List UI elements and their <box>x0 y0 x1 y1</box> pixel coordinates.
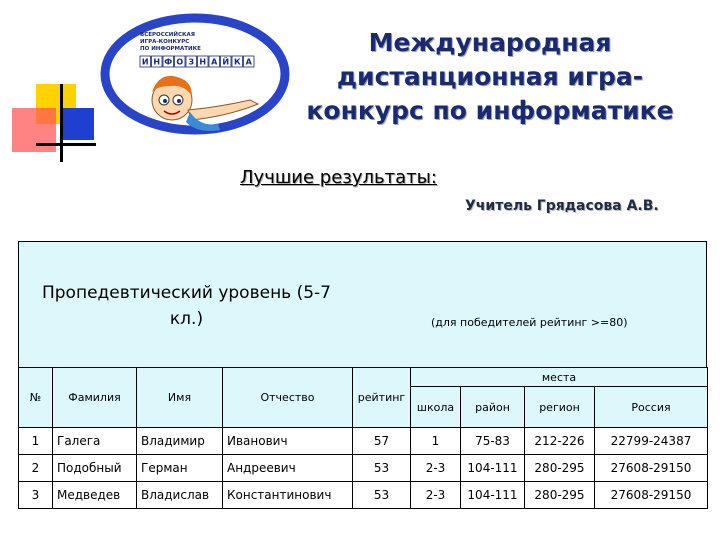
cell-region: 280-295 <box>525 482 595 509</box>
table-row <box>19 455 708 482</box>
vertical-line <box>60 84 63 162</box>
title-line-2: дистанционная игра- <box>336 62 644 91</box>
header-district: район <box>461 387 525 428</box>
cell-school: 1 <box>411 428 461 455</box>
header-school: школа <box>411 387 461 428</box>
cell-num: 2 <box>19 455 53 482</box>
logo-text-2: ИГРА-КОНКУРС <box>140 39 190 45</box>
teacher-name: Учитель Грядасова А.В. <box>465 198 659 214</box>
header-num: № <box>19 368 53 428</box>
header-patronymic: Отчество <box>223 368 353 428</box>
header-rating: рейтинг <box>353 368 411 428</box>
blue-square <box>62 108 94 140</box>
level-line-2: кл.) <box>169 309 204 329</box>
cell-russia: 22799-24387 <box>595 428 708 455</box>
table-row <box>19 428 708 455</box>
cell-district: 104-111 <box>461 482 525 509</box>
header-name: Имя <box>137 368 223 428</box>
header-surname: Фамилия <box>53 368 137 428</box>
cell-region: 212-226 <box>525 428 595 455</box>
logo-letter: А <box>245 57 252 67</box>
logo-letter: Н <box>199 57 207 67</box>
horizontal-line <box>36 143 96 146</box>
level-panel <box>18 241 707 368</box>
cell-rating: 53 <box>353 482 411 509</box>
cell-patronymic: Константинович <box>223 482 353 509</box>
level-title <box>34 280 339 332</box>
logo-letter: Й <box>222 57 230 67</box>
logo-letter: А <box>211 57 218 67</box>
cell-surname: Галега <box>53 428 137 455</box>
winner-note: (для победителей рейтинг >=80) <box>431 316 628 329</box>
logo-letter: Н <box>153 57 161 67</box>
title-line-1: Международная <box>368 28 612 57</box>
results-heading: Лучшие результаты: <box>240 167 437 188</box>
cell-name: Владимир <box>137 428 223 455</box>
header-russia: Россия <box>595 387 708 428</box>
cell-school: 2-3 <box>411 455 461 482</box>
cell-rating: 57 <box>353 428 411 455</box>
cell-surname: Медведев <box>53 482 137 509</box>
logo-text-1: ВСЕРОССИЙСКАЯ <box>140 32 195 38</box>
title-line-3: конкурс по информатике <box>306 96 674 125</box>
logo-letter: О <box>176 57 184 67</box>
table-row <box>19 482 708 509</box>
cell-russia: 27608-29150 <box>595 482 708 509</box>
cell-region: 280-295 <box>525 455 595 482</box>
cell-num: 1 <box>19 428 53 455</box>
cell-name: Владислав <box>137 482 223 509</box>
cell-name: Герман <box>137 455 223 482</box>
cell-school: 2-3 <box>411 482 461 509</box>
cell-num: 3 <box>19 482 53 509</box>
logo-letter: И <box>141 57 149 67</box>
cell-district: 75-83 <box>461 428 525 455</box>
logo-letter: З <box>188 57 195 67</box>
cell-patronymic: Иванович <box>223 428 353 455</box>
cell-russia: 27608-29150 <box>595 455 708 482</box>
header-region: регион <box>525 387 595 428</box>
page-title <box>290 26 690 128</box>
cell-surname: Подобный <box>53 455 137 482</box>
cell-patronymic: Андреевич <box>223 455 353 482</box>
logo-text-3: ПО ИНФОРМАТИКЕ <box>140 46 201 52</box>
results-table <box>18 367 708 509</box>
cell-district: 104-111 <box>461 455 525 482</box>
header-places: места <box>411 368 708 387</box>
logo-letter: Ф <box>164 57 173 67</box>
level-line-1: Пропедевтический уровень (5-7 <box>41 283 332 303</box>
logo-letter: К <box>233 57 241 67</box>
cell-rating: 53 <box>353 455 411 482</box>
logo <box>100 12 290 137</box>
